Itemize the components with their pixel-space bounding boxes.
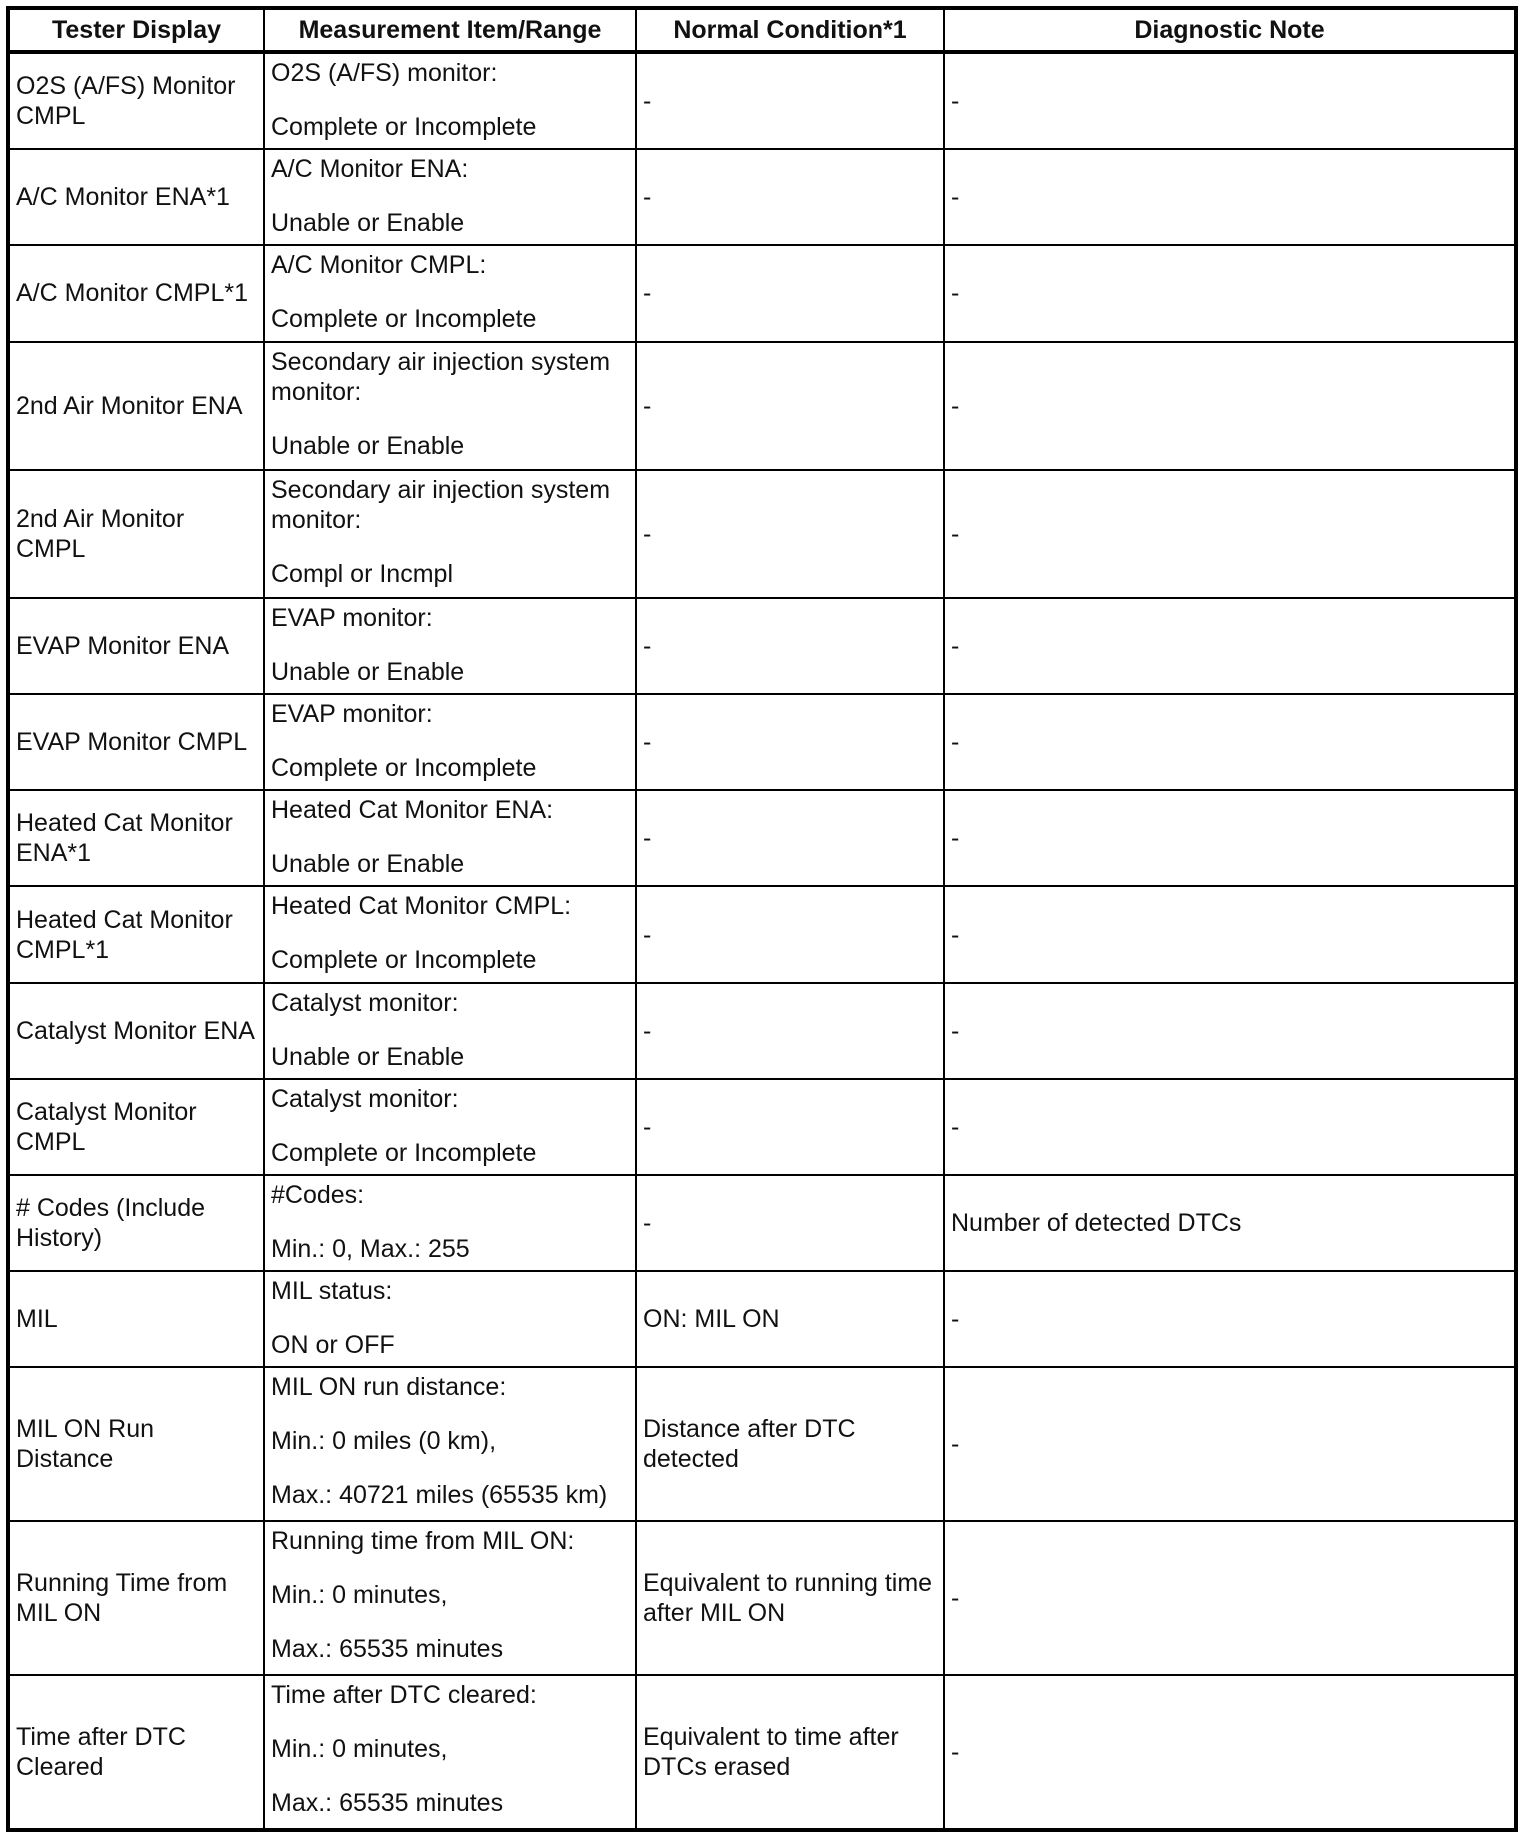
measurement-range-cell (264, 694, 636, 790)
measurement-range-line: Unable or Enable (271, 209, 465, 238)
measurement-range-cell (264, 52, 636, 149)
measurement-item-title: Catalyst monitor: (271, 988, 459, 1017)
diagnostic-note-text: - (951, 1305, 960, 1334)
measurement-range-line: Min.: 0, Max.: 255 (271, 1234, 470, 1263)
normal-condition-cell (636, 694, 944, 790)
tester-display-cell (8, 245, 264, 341)
header-diagnostic-note: Diagnostic Note (944, 8, 1516, 52)
normal-condition-text: - (643, 1209, 652, 1237)
measurement-item-title: EVAP monitor: (271, 603, 433, 632)
line-spacer (271, 535, 629, 559)
normal-condition-cell (636, 342, 944, 470)
measurement-item-title: A/C Monitor CMPL: (271, 251, 487, 280)
tester-display-cell (8, 886, 264, 982)
measurement-range-cell (264, 342, 636, 470)
diagnostic-note-text: - (951, 279, 960, 308)
normal-condition-text: - (643, 87, 652, 116)
tester-display-text: Running Time from MIL ON (16, 1569, 228, 1628)
measurement-item-title: O2S (A/FS) monitor: (271, 59, 498, 87)
table-row (8, 149, 1516, 245)
measurement-range-cell (264, 245, 636, 341)
tester-display-cell (8, 1175, 264, 1271)
tester-display-text: EVAP Monitor CMPL (16, 728, 248, 757)
normal-condition-cell (636, 1367, 944, 1521)
normal-condition-text: - (643, 1112, 652, 1141)
diagnostic-note-text: - (951, 1112, 960, 1141)
tester-display-text: MIL (16, 1305, 58, 1334)
measurement-range-cell (264, 1175, 636, 1271)
measurement-range-line: Complete or Incomplete (271, 754, 537, 783)
measurement-range-line: Unable or Enable (271, 1042, 465, 1071)
line-spacer (271, 921, 629, 945)
tester-display-cell (8, 52, 264, 149)
measurement-item-title: Time after DTC cleared: (271, 1680, 537, 1709)
tester-display-text: Heated Cat Monitor ENA*1 (16, 809, 233, 868)
tester-display-cell (8, 1367, 264, 1521)
line-spacer (271, 1710, 629, 1734)
tester-display-cell (8, 149, 264, 245)
tester-display-cell (8, 470, 264, 598)
normal-condition-text: - (643, 279, 652, 308)
measurement-item-title: Secondary air injection system monitor: (271, 475, 611, 534)
diagnostic-note-cell (944, 1675, 1516, 1830)
measurement-range-cell (264, 790, 636, 886)
measurement-item-title: MIL status: (271, 1277, 393, 1306)
diagnostic-note-cell (944, 983, 1516, 1079)
measurement-item-title: Heated Cat Monitor CMPL: (271, 892, 572, 921)
measurement-range-line: Max.: 65535 minutes (271, 1635, 504, 1664)
data-list-sheet (6, 6, 1514, 1832)
measurement-range-line: Unable or Enable (271, 431, 465, 460)
measurement-item-title: EVAP monitor: (271, 700, 433, 729)
measurement-range-line: Unable or Enable (271, 657, 465, 686)
normal-condition-text: - (643, 728, 652, 757)
normal-condition-cell (636, 1271, 944, 1367)
table-row (8, 1175, 1516, 1271)
measurement-range-cell (264, 149, 636, 245)
normal-condition-cell (636, 790, 944, 886)
line-spacer (271, 1018, 629, 1042)
tester-display-text: 2nd Air Monitor ENA (16, 391, 243, 420)
diagnostic-note-text: - (951, 183, 960, 212)
normal-condition-cell (636, 470, 944, 598)
normal-condition-text: ON: MIL ON (643, 1305, 780, 1334)
normal-condition-cell (636, 983, 944, 1079)
header-measurement-item-range: Measurement Item/Range (264, 8, 636, 52)
diagnostic-note-cell (944, 1175, 1516, 1271)
line-spacer (271, 88, 629, 112)
line-spacer (271, 1114, 629, 1138)
header-normal-condition: Normal Condition*1 (636, 8, 944, 52)
tester-display-cell (8, 1521, 264, 1675)
tester-display-cell (8, 1271, 264, 1367)
measurement-item-title: A/C Monitor ENA: (271, 155, 469, 184)
normal-condition-text: - (643, 824, 652, 853)
measurement-range-line: Min.: 0 miles (0 km), (271, 1427, 497, 1456)
diagnostic-note-cell (944, 470, 1516, 598)
table-body (8, 52, 1516, 1830)
measurement-range-cell (264, 1675, 636, 1830)
diagnostic-note-cell (944, 1367, 1516, 1521)
normal-condition-text: - (643, 632, 652, 661)
measurement-range-cell (264, 983, 636, 1079)
tester-display-text: MIL ON Run Distance (16, 1415, 155, 1474)
tester-display-text: Catalyst Monitor CMPL (16, 1097, 197, 1156)
normal-condition-text: - (643, 391, 652, 420)
measurement-item-title: #Codes: (271, 1180, 365, 1209)
tester-display-cell (8, 1675, 264, 1830)
measurement-range-line: Complete or Incomplete (271, 305, 537, 334)
table-row (8, 1521, 1516, 1675)
diagnostic-note-text: - (951, 391, 960, 420)
normal-condition-cell (636, 52, 944, 149)
tester-display-cell (8, 342, 264, 470)
measurement-range-line: Min.: 0 minutes, (271, 1581, 448, 1610)
line-spacer (271, 407, 629, 431)
measurement-range-cell (264, 886, 636, 982)
measurement-item-title: Secondary air injection system monitor: (271, 347, 611, 406)
normal-condition-text: Equivalent to time after DTCs erased (643, 1722, 899, 1781)
diagnostic-note-text: - (951, 1584, 960, 1613)
normal-condition-cell (636, 598, 944, 694)
diagnostic-note-text: - (951, 87, 960, 116)
measurement-range-cell (264, 470, 636, 598)
measurement-item-title: Heated Cat Monitor ENA: (271, 796, 554, 825)
table-row (8, 1079, 1516, 1175)
line-spacer (271, 1210, 629, 1234)
diagnostic-note-cell (944, 598, 1516, 694)
line-spacer (271, 1402, 629, 1426)
diagnostic-note-cell (944, 245, 1516, 341)
diagnostic-note-text: Number of detected DTCs (951, 1209, 1242, 1237)
line-spacer (271, 280, 629, 304)
measurement-range-line: Complete or Incomplete (271, 1138, 537, 1167)
table-row (8, 1271, 1516, 1367)
diagnostic-note-cell (944, 886, 1516, 982)
table-header-row (8, 8, 1516, 52)
diagnostic-note-cell (944, 342, 1516, 470)
tester-data-table (6, 6, 1518, 1832)
line-spacer (271, 1610, 629, 1634)
diagnostic-note-text: - (951, 632, 960, 661)
measurement-range-line: Compl or Incmpl (271, 559, 453, 588)
tester-display-text: 2nd Air Monitor CMPL (16, 504, 185, 563)
table-row (8, 470, 1516, 598)
normal-condition-cell (636, 1521, 944, 1675)
table-row (8, 886, 1516, 982)
tester-display-text: A/C Monitor CMPL*1 (16, 279, 249, 308)
table-row (8, 694, 1516, 790)
diagnostic-note-cell (944, 694, 1516, 790)
table-row (8, 52, 1516, 149)
diagnostic-note-cell (944, 790, 1516, 886)
table-row (8, 983, 1516, 1079)
diagnostic-note-text: - (951, 519, 960, 548)
tester-display-cell (8, 983, 264, 1079)
tester-display-cell (8, 790, 264, 886)
line-spacer (271, 633, 629, 657)
measurement-range-cell (264, 598, 636, 694)
measurement-range-cell (264, 1271, 636, 1367)
tester-display-text: Time after DTC Cleared (16, 1722, 186, 1781)
measurement-item-title: Catalyst monitor: (271, 1084, 459, 1113)
normal-condition-text: - (643, 519, 652, 548)
diagnostic-note-text: - (951, 920, 960, 949)
measurement-range-line: Min.: 0 minutes, (271, 1734, 448, 1763)
measurement-range-line: Max.: 65535 minutes (271, 1788, 504, 1817)
diagnostic-note-text: - (951, 728, 960, 757)
tester-display-text: # Codes (Include History) (16, 1194, 206, 1252)
normal-condition-text: Equivalent to running time after MIL ON (643, 1569, 933, 1628)
normal-condition-cell (636, 1079, 944, 1175)
tester-display-text: A/C Monitor ENA*1 (16, 183, 230, 212)
normal-condition-text: - (643, 920, 652, 949)
tester-display-cell (8, 1079, 264, 1175)
table-row (8, 245, 1516, 341)
diagnostic-note-cell (944, 1271, 1516, 1367)
line-spacer (271, 184, 629, 208)
normal-condition-cell (636, 1175, 944, 1271)
table-row (8, 598, 1516, 694)
normal-condition-cell (636, 245, 944, 341)
line-spacer (271, 729, 629, 753)
diagnostic-note-text: - (951, 824, 960, 853)
line-spacer (271, 1764, 629, 1788)
normal-condition-cell (636, 149, 944, 245)
measurement-range-line: Complete or Incomplete (271, 946, 537, 975)
measurement-item-title: Running time from MIL ON: (271, 1527, 575, 1556)
tester-display-cell (8, 694, 264, 790)
normal-condition-text: Distance after DTC detected (643, 1415, 856, 1474)
measurement-range-line: Unable or Enable (271, 850, 465, 879)
measurement-item-title: MIL ON run distance: (271, 1373, 507, 1402)
measurement-range-cell (264, 1367, 636, 1521)
diagnostic-note-cell (944, 52, 1516, 149)
measurement-range-line: ON or OFF (271, 1331, 395, 1360)
line-spacer (271, 1556, 629, 1580)
line-spacer (271, 1456, 629, 1480)
measurement-range-cell (264, 1521, 636, 1675)
normal-condition-cell (636, 886, 944, 982)
line-spacer (271, 1306, 629, 1330)
header-tester-display: Tester Display (8, 8, 264, 52)
tester-display-text: Catalyst Monitor ENA (16, 1016, 255, 1045)
diagnostic-note-text: - (951, 1737, 960, 1766)
diagnostic-note-cell (944, 1521, 1516, 1675)
table-row (8, 790, 1516, 886)
table-row (8, 1675, 1516, 1830)
diagnostic-note-text: - (951, 1430, 960, 1459)
tester-display-text: EVAP Monitor ENA (16, 632, 230, 661)
tester-display-cell (8, 598, 264, 694)
normal-condition-text: - (643, 183, 652, 212)
measurement-range-line: Complete or Incomplete (271, 113, 537, 141)
diagnostic-note-text: - (951, 1016, 960, 1045)
normal-condition-cell (636, 1675, 944, 1830)
normal-condition-text: - (643, 1016, 652, 1045)
tester-display-text: Heated Cat Monitor CMPL*1 (16, 905, 233, 964)
diagnostic-note-cell (944, 149, 1516, 245)
measurement-range-line: Max.: 40721 miles (65535 km) (271, 1481, 608, 1510)
diagnostic-note-cell (944, 1079, 1516, 1175)
measurement-range-cell (264, 1079, 636, 1175)
table-row (8, 1367, 1516, 1521)
line-spacer (271, 825, 629, 849)
tester-display-text: O2S (A/FS) Monitor CMPL (16, 72, 236, 131)
table-row (8, 342, 1516, 470)
